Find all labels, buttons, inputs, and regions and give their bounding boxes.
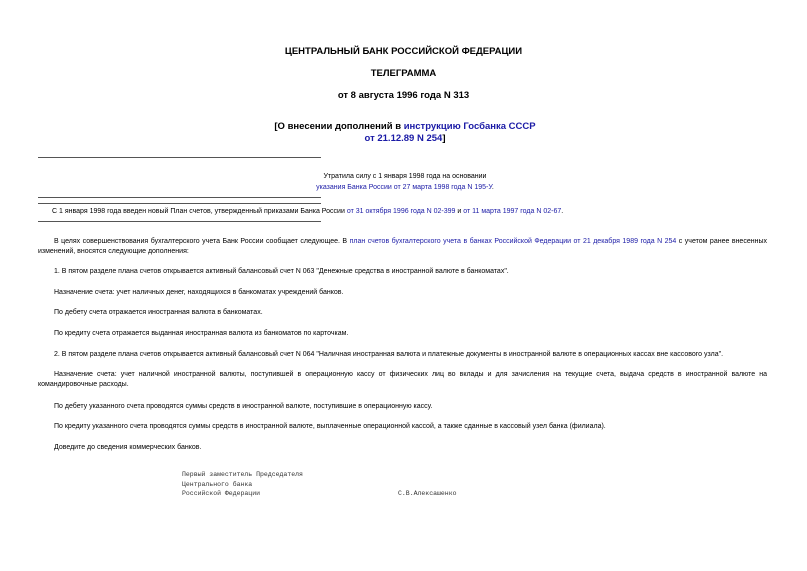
title-suffix: ] (442, 133, 446, 144)
instruction-link-date[interactable]: от 21.12.89 N 254 (364, 133, 443, 144)
issuer-heading: ЦЕНТРАЛЬНЫЙ БАНК РОССИЙСКОЙ ФЕДЕРАЦИИ (284, 46, 523, 57)
paragraph-8: По кредиту указанного счета проводятся суммы средств в иностранной валюте, выплаченные операционной кассой, а также сданные в кассовый узел банка (филиала). (54, 423, 606, 430)
signer-title-line2: Центрального банка (182, 480, 253, 488)
divider (38, 197, 321, 198)
document-title (260, 121, 550, 145)
signer-title-line3: Российской Федерации (182, 490, 261, 497)
intro-pre: В целях совершенствования бухгалтерского учета Банк России сообщает следующее. В (54, 238, 350, 245)
instruction-link[interactable]: инструкцию Госбанка СССР (403, 121, 536, 132)
paragraph-4: По кредиту счета отражается выданная иностранная валюта из банкоматов по карточкам. (54, 330, 349, 337)
divider (38, 157, 321, 158)
note-text: С 1 января 1998 года введен новый План счетов, утвержденный приказами Банка России (52, 208, 347, 215)
order-link-2[interactable]: от 11 марта 1997 года N 02-67 (463, 208, 562, 215)
doc-type-heading: ТЕЛЕГРАММА (370, 68, 437, 79)
status-note (230, 171, 580, 193)
status-line: Утратила силу с 1 января 1998 года на основании (323, 173, 487, 180)
paragraph-5: 2. В пятом разделе плана счетов открывается активный балансовый счет N 064 "Наличная иностранная валюта и платежные документы в иностранной валюте в операционных кассах вне кассового узла". (54, 351, 724, 358)
paragraph-7: По дебету указанного счета проводятся суммы средств в иностранной валюте, поступившие в операционную кассу. (54, 403, 433, 410)
note-end: . (561, 208, 564, 215)
status-after: . (491, 184, 494, 191)
paragraph-9: Доведите до сведения коммерческих банков. (54, 444, 202, 451)
paragraph-2: Назначение счета: учет наличных денег, находящихся в банкоматах учреждений банков. (54, 289, 344, 296)
divider (38, 221, 321, 222)
new-plan-note (38, 207, 767, 217)
note-mid: и (455, 208, 464, 215)
divider (38, 203, 321, 204)
intro-paragraph (38, 237, 767, 256)
title-prefix: [О внесении дополнений в (274, 121, 404, 132)
status-link[interactable]: указания Банка России от 27 марта 1998 года N 195-У (316, 184, 492, 191)
paragraph-3: По дебету счета отражается иностранная валюта в банкоматах. (54, 309, 263, 316)
order-link-1[interactable]: от 31 октября 1996 года N 02-399 (346, 208, 456, 215)
chart-of-accounts-link[interactable]: план счетов бухгалтерского учета в банках Российской Федерации от 21 декабря 1989 года N 254 (349, 238, 677, 245)
paragraph-6: Назначение счета: учет наличной иностранной валюты, поступившей в операционную кассу от физических лиц во вклады и для зачисления на текущие счета, выдача средств в иностранной валюте на командировочные расходы. (38, 371, 767, 388)
date-number-heading: от 8 августа 1996 года N 313 (337, 90, 470, 101)
intro-post: с учетом ранее внесенных изменений, вносятся следующие дополнения: (38, 238, 767, 255)
paragraph-1: 1. В пятом разделе плана счетов открывается активный балансовый счет N 063 "Денежные средства в иностранной валюте в банкоматах". (54, 268, 509, 275)
signer-name: С.В.Алексашенко (398, 490, 457, 497)
signer-title-line1: Первый заместитель Председателя (182, 471, 303, 478)
